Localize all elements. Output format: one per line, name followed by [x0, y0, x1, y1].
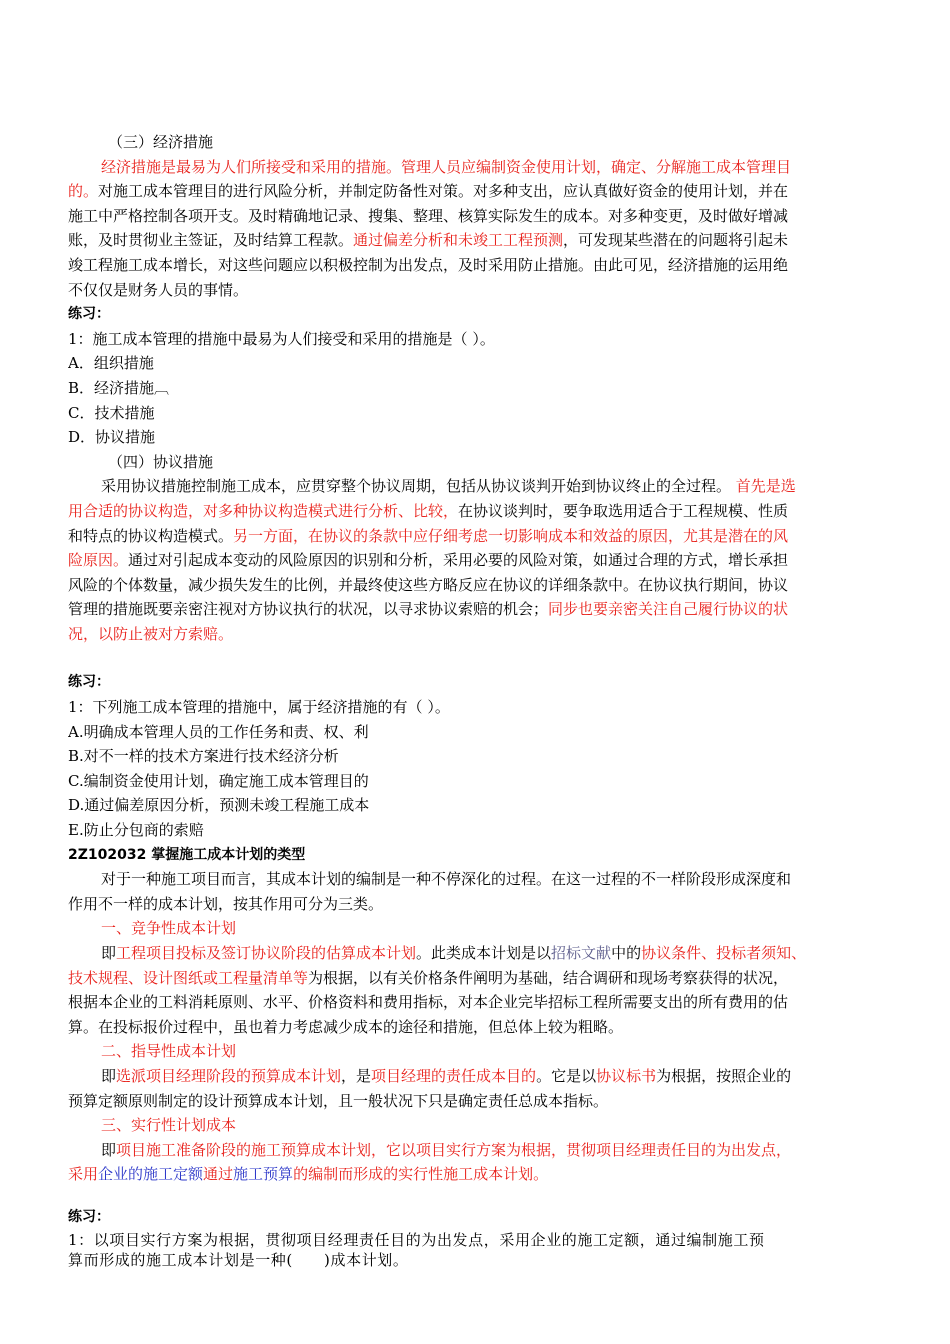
- paragraph-line: 算。在投标报价过程中，虽也着力考虑减少成本的途径和措施，但总体上较为粗略。: [68, 1017, 624, 1036]
- text: 。它是以: [536, 1066, 597, 1085]
- text: 即: [101, 944, 117, 962]
- paragraph-line: [68, 474, 882, 499]
- paragraph-line: 况，以防止被对方索赔。: [68, 624, 234, 643]
- subheading-implementation: 三、实行性计划成本: [101, 1116, 237, 1135]
- exercise-label: 练习：: [68, 306, 110, 323]
- paragraph-line: [68, 941, 882, 966]
- highlight: 另一方面，在协议的条款中应仔细考虑一切影响成本和效益的原因，尤其是潜在的风: [233, 526, 789, 545]
- paragraph-line: 作用不一样的成本计划，按其作用可分为三类。: [68, 894, 384, 913]
- question-line: 算而形成的施工成本计划是一种( )成本计划。: [68, 1250, 409, 1269]
- text: 管理的措施既要亲密注视对方协议执行的状况，以寻求协议索赔的机会；: [68, 600, 549, 619]
- mark-icon: ︹: [154, 378, 170, 397]
- paragraph-line: [68, 1064, 882, 1089]
- paragraph-line: 不仅仅是财务人员的事情。: [68, 280, 249, 299]
- highlight: 同步也要亲密关注自己履行协议的状: [548, 600, 789, 619]
- section-heading-economic: （三）经济措施: [108, 133, 214, 151]
- paragraph-line: 对于一种施工项目而言，其成本计划的编制是一种不停深化的过程。在这一过程的不一样阶段形成深度和: [101, 870, 792, 889]
- paragraph-line: [68, 228, 882, 253]
- paragraph-line: [68, 548, 882, 573]
- spacer: [68, 646, 882, 670]
- option-b: [68, 376, 882, 401]
- subheading-guiding: 二、指导性成本计划: [101, 1042, 237, 1061]
- option-d: D．协议措施: [68, 428, 156, 447]
- paragraph-line: 竣工程施工成本增长，对这些问题应以积极控制为出发点，及时采用防止措施。由此可见，经济措施的运用绝: [68, 255, 789, 274]
- paragraph-line: [68, 524, 882, 549]
- text: 对施工成本管理目的进行风险分析，并制定防备性对策。对多种支出，应认真做好资金的使用计划，并在: [98, 182, 789, 201]
- paragraph-line: 施工中严格控制各项开支。及时精确地记录、搜集、整理、核算实际发生的成本。对多种变更，及时做好增减: [68, 206, 789, 225]
- option-b: B.对不一样的技术方案进行技术经济分析: [68, 747, 339, 766]
- document-page: [68, 130, 882, 1270]
- highlight: 采用: [68, 1165, 99, 1184]
- option-b-text: B．经济措施: [68, 378, 155, 397]
- paragraph-line: [68, 1162, 882, 1187]
- option-a: A.明确成本管理人员的工作任务和责、权、利: [68, 722, 369, 741]
- highlight: 通过偏差分析和未竣工工程预测: [353, 231, 564, 250]
- text: 中的: [611, 944, 642, 962]
- highlight: 协议标书: [596, 1066, 657, 1085]
- paragraph-line: [68, 179, 882, 204]
- highlight: 项目经理的责任成本目的: [371, 1066, 537, 1085]
- highlight: 企业的施工定额: [98, 1165, 204, 1184]
- option-d: D.通过偏差原因分析，预测未竣工程施工成本: [68, 796, 370, 815]
- highlight: 的编制而形成的实行性施工成本计划。: [293, 1165, 549, 1184]
- paragraph-line: [68, 499, 882, 524]
- question-line: 1：以项目实行方案为根据，贯彻项目经理责任目的为出发点，采用企业的施工定额，通过编制施工预: [68, 1230, 765, 1249]
- paragraph-line: [68, 1138, 882, 1163]
- highlight: 项目施工准备阶段的施工预算成本计划，它以项目实行方案为根据，贯彻项目经理责任目的为出发点，: [116, 1140, 792, 1159]
- option-c: C.编制资金使用计划，确定施工成本管理目的: [68, 771, 369, 790]
- highlight: 工程项目投标及签订协议阶段的估算成本计划: [116, 944, 417, 962]
- option-e: E.防止分包商的索赔: [68, 821, 204, 840]
- text: 账，及时贯彻业主签证，及时结算工程款。: [68, 231, 354, 250]
- subheading-competitive: 一、竞争性成本计划: [101, 919, 237, 938]
- highlight: 的。: [68, 182, 99, 201]
- text: 采用协议措施控制施工成本，应贯穿整个协议周期，包括从协议谈判开始到协议终止的全过程。: [101, 477, 732, 496]
- highlight: 协议条件、投标者须知、: [641, 944, 807, 962]
- highlight: 技术规程、设计图纸或工程量清单等: [68, 968, 309, 987]
- paragraph-line: 根据本企业的工料消耗原则、水平、价格资料和费用指标，对本企业完毕招标工程所需要支出的所有费用的估: [68, 993, 789, 1012]
- highlight: 施工预算: [233, 1165, 294, 1184]
- highlight: 险原因。: [68, 551, 129, 570]
- paragraph-line: 预算定额原则制定的设计预算成本计划，且一般状况下只是确定责任总成本指标。: [68, 1091, 609, 1110]
- text: 为根据，以有关价格条件阐明为基础，结合调研和现场考察获得的状况，: [308, 968, 789, 987]
- question: 1：施工成本管理的措施中最易为人们接受和采用的措施是（ ）。: [68, 329, 495, 348]
- highlight: 首先是选: [735, 477, 796, 496]
- exercise-label: 练习：: [68, 1208, 110, 1225]
- text: 和特点的协议构造模式。: [68, 526, 234, 545]
- spacer: [68, 1187, 882, 1205]
- option-a: A．组织措施: [68, 354, 154, 373]
- text: ，是: [341, 1066, 372, 1085]
- exercise-label: 练习：: [68, 674, 110, 691]
- text: 在协议谈判时，要争取选用适合于工程规模、性质: [458, 501, 789, 520]
- paragraph-line: [68, 597, 882, 622]
- paragraph-line: 风险的个体数量，减少损失发生的比例，并最终使这些方略反应在协议的详细条款中。在协议执行期间，协议: [68, 575, 789, 594]
- section-title: 2Z102032 掌握施工成本计划的类型: [68, 846, 306, 863]
- highlight: 通过: [203, 1165, 234, 1184]
- highlight: 选派项目经理阶段的预算成本计划: [116, 1066, 342, 1085]
- text: 即: [101, 1066, 117, 1085]
- text: 。此类成本计划是以: [416, 944, 552, 962]
- text: ，可发现某些潜在的问题将引起未: [563, 231, 789, 250]
- paragraph-line: [68, 966, 882, 991]
- section-heading-contract: （四）协议措施: [108, 452, 214, 471]
- question: 1：下列施工成本管理的措施中，属于经济措施的有（ ）。: [68, 698, 450, 717]
- text: 通过对引起成本变动的风险原因的识别和分析，采用必要的风险对策，如通过合理的方式，增长承担: [128, 551, 789, 570]
- text: 即: [101, 1140, 117, 1159]
- option-c: C．技术措施: [68, 403, 155, 422]
- text: 为根据，按照企业的: [656, 1066, 792, 1085]
- paragraph-line: 经济措施是最易为人们所接受和采用的措施。管理人员应编制资金使用计划，确定、分解施工成本管理目: [101, 157, 792, 176]
- highlight: 招标文献: [551, 944, 612, 962]
- highlight: 用合适的协议构造，对多种协议构造模式进行分析、比较，: [68, 501, 459, 520]
